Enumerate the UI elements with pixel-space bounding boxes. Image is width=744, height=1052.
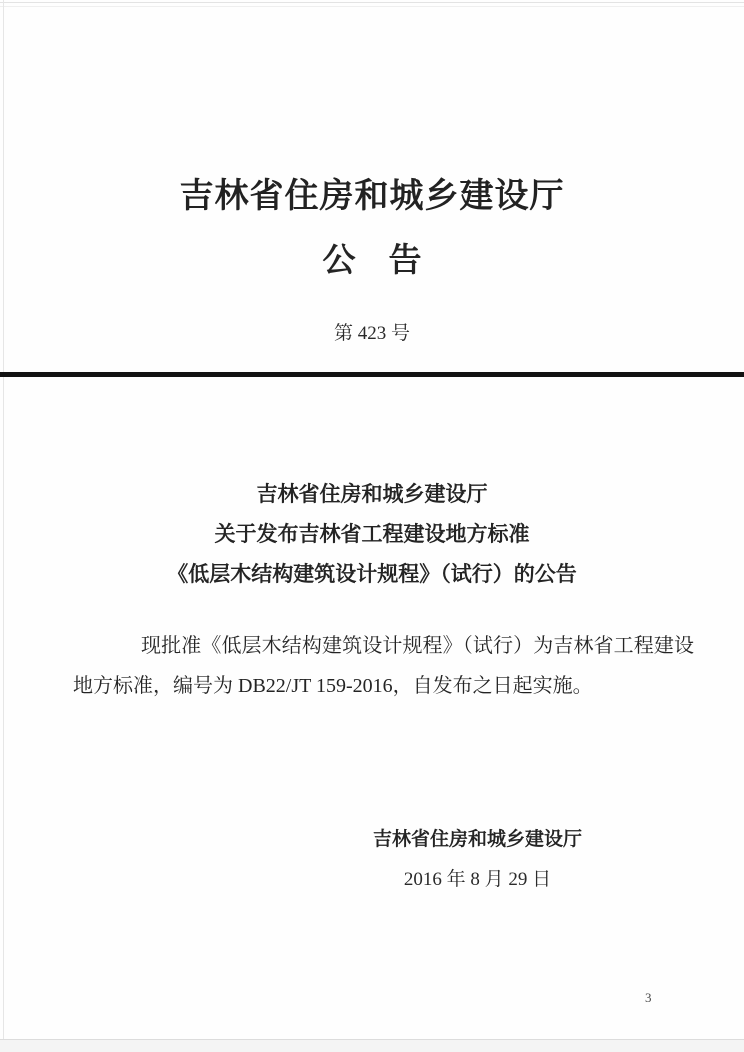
document-type-heading: 公 告 bbox=[322, 243, 422, 279]
announcement-number: 第 423 号 bbox=[333, 323, 410, 344]
scan-edge-top-secondary bbox=[0, 6, 744, 7]
page-number: 3 bbox=[645, 990, 652, 1005]
header-divider-rule bbox=[0, 372, 744, 377]
notice-body-paragraph: 现批准《低层木结构建筑设计规程》（试行）为吉林省工程建设地方标准，编号为 DB22/JT 159-2016，自发布之日起实施。 bbox=[73, 635, 694, 697]
notice-title-line-1: 吉林省住房和城乡建设厅 bbox=[256, 482, 488, 506]
notice-title-line-3: 《低层木结构建筑设计规程》（试行）的公告 bbox=[167, 562, 577, 586]
signature-date: 2016 年 8 月 29 日 bbox=[403, 869, 552, 890]
notice-title bbox=[0, 474, 744, 594]
scan-edge-bottom bbox=[0, 1039, 744, 1052]
signature-block bbox=[373, 820, 582, 900]
scan-edge-top bbox=[0, 2, 744, 3]
notice-title-line-2: 关于发布吉林省工程建设地方标准 bbox=[214, 522, 530, 546]
signature-agency: 吉林省住房和城乡建设厅 bbox=[372, 829, 582, 850]
issuing-agency-title: 吉林省住房和城乡建设厅 bbox=[179, 178, 565, 215]
